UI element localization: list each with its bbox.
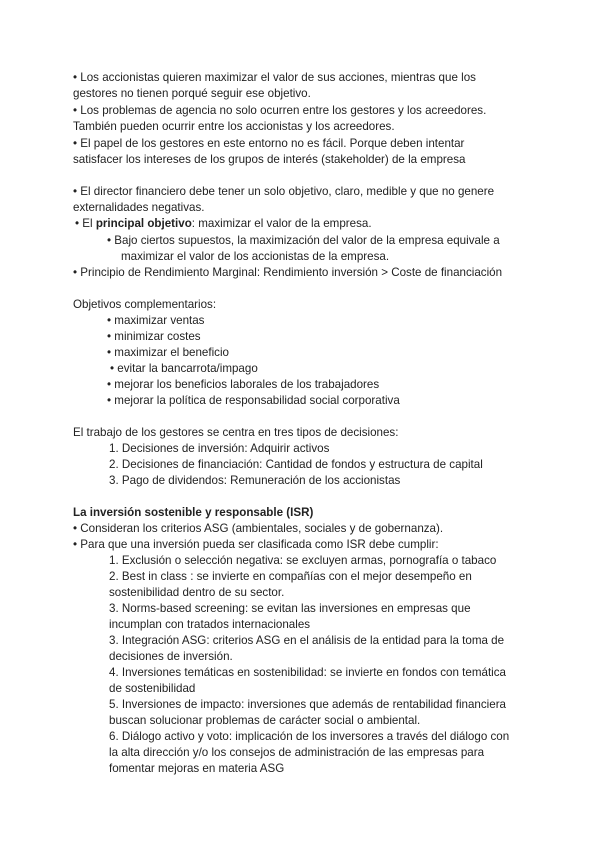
- bullet-agencia-line1: • Los problemas de agencia no solo ocurren entre los gestores y los acreedores.: [73, 104, 487, 117]
- bullet-gestores-line2: satisfacer los intereses de los grupos de interés (stakeholder) de la empresa: [73, 153, 466, 166]
- list-item: • minimizar costes: [107, 330, 201, 343]
- isr-line: 5. Inversiones de impacto: inversiones que además de rentabilidad financiera: [109, 698, 507, 711]
- bullet-principal-objetivo: [75, 216, 372, 232]
- isr-line: de sostenibilidad: [109, 682, 196, 695]
- list-item: 2. Decisiones de financiación: Cantidad de fondos y estructura de capital: [109, 458, 483, 471]
- bullet-gestores-line1: • El papel de los gestores en este entorno no es fácil. Porque deben intentar: [73, 137, 465, 150]
- bullet-isr-cumplir: • Para que una inversión pueda ser clasificada como ISR debe cumplir:: [73, 538, 439, 551]
- principal-objetivo-bold: principal objetivo: [95, 217, 192, 230]
- complementarios-heading: Objetivos complementarios:: [73, 298, 217, 311]
- bullet-accionistas-line1: • Los accionistas quieren maximizar el valor de sus acciones, mientras que los: [73, 71, 476, 84]
- isr-line: 2. Best in class : se invierte en compañías con el mejor desempeño en: [109, 570, 472, 583]
- bullet-agencia-line2: También pueden ocurrir entre los accionistas y los acreedores.: [73, 120, 395, 133]
- subbullet-supuestos-line1: • Bajo ciertos supuestos, la maximización del valor de la empresa equivale a: [107, 234, 500, 247]
- decisiones-heading: El trabajo de los gestores se centra en tres tipos de decisiones:: [73, 426, 399, 439]
- isr-line: 3. Integración ASG: criterios ASG en el análisis de la entidad para la toma de: [109, 634, 505, 647]
- isr-line: 6. Diálogo activo y voto: implicación de los inversores a través del diálogo con: [109, 730, 510, 743]
- bullet-director-line2: externalidades negativas.: [73, 201, 205, 214]
- isr-line: incumplan con tratados internacionales: [109, 618, 311, 631]
- isr-line: 3. Norms-based screening: se evitan las inversiones en empresas que: [109, 602, 471, 615]
- bullet-criterios-asg: • Consideran los criterios ASG (ambientales, sociales y de gobernanza).: [73, 522, 444, 535]
- list-item: • maximizar el beneficio: [107, 346, 229, 359]
- principal-objetivo-prefix: • El: [75, 217, 96, 230]
- list-item: • mejorar la política de responsabilidad social corporativa: [107, 394, 400, 407]
- isr-line: 4. Inversiones temáticas en sostenibilidad: se invierte en fondos con temática: [109, 666, 506, 679]
- isr-line: sostenibilidad dentro de su sector.: [109, 586, 285, 599]
- list-item: • mejorar los beneficios laborales de los trabajadores: [107, 378, 380, 391]
- bullet-rendimiento-marginal: • Principio de Rendimiento Marginal: Rendimiento inversión > Coste de financiación: [73, 266, 503, 279]
- bullet-accionistas-line2: gestores no tienen porqué seguir ese objetivo.: [73, 87, 311, 100]
- isr-line: decisiones de inversión.: [109, 650, 233, 663]
- isr-line: la alta dirección y/o los consejos de administración de las empresas para: [109, 746, 485, 759]
- subbullet-supuestos-line2: maximizar el valor de los accionistas de la empresa.: [121, 250, 390, 263]
- isr-line: buscan solucionar problemas de carácter social o ambiental.: [109, 714, 421, 727]
- isr-heading: La inversión sostenible y responsable (ISR): [73, 506, 314, 519]
- list-item: • maximizar ventas: [107, 314, 205, 327]
- list-item: • evitar la bancarrota/impago: [110, 362, 258, 375]
- bullet-director-line1: • El director financiero debe tener un solo objetivo, claro, medible y que no genere: [73, 185, 495, 198]
- list-item: 3. Pago de dividendos: Remuneración de los accionistas: [109, 474, 401, 487]
- principal-objetivo-rest: : maximizar el valor de la empresa.: [191, 217, 372, 230]
- isr-line: fomentar mejoras en materia ASG: [109, 762, 285, 775]
- isr-line: 1. Exclusión o selección negativa: se excluyen armas, pornografía o tabaco: [109, 554, 497, 567]
- list-item: 1. Decisiones de inversión: Adquirir activos: [109, 442, 330, 455]
